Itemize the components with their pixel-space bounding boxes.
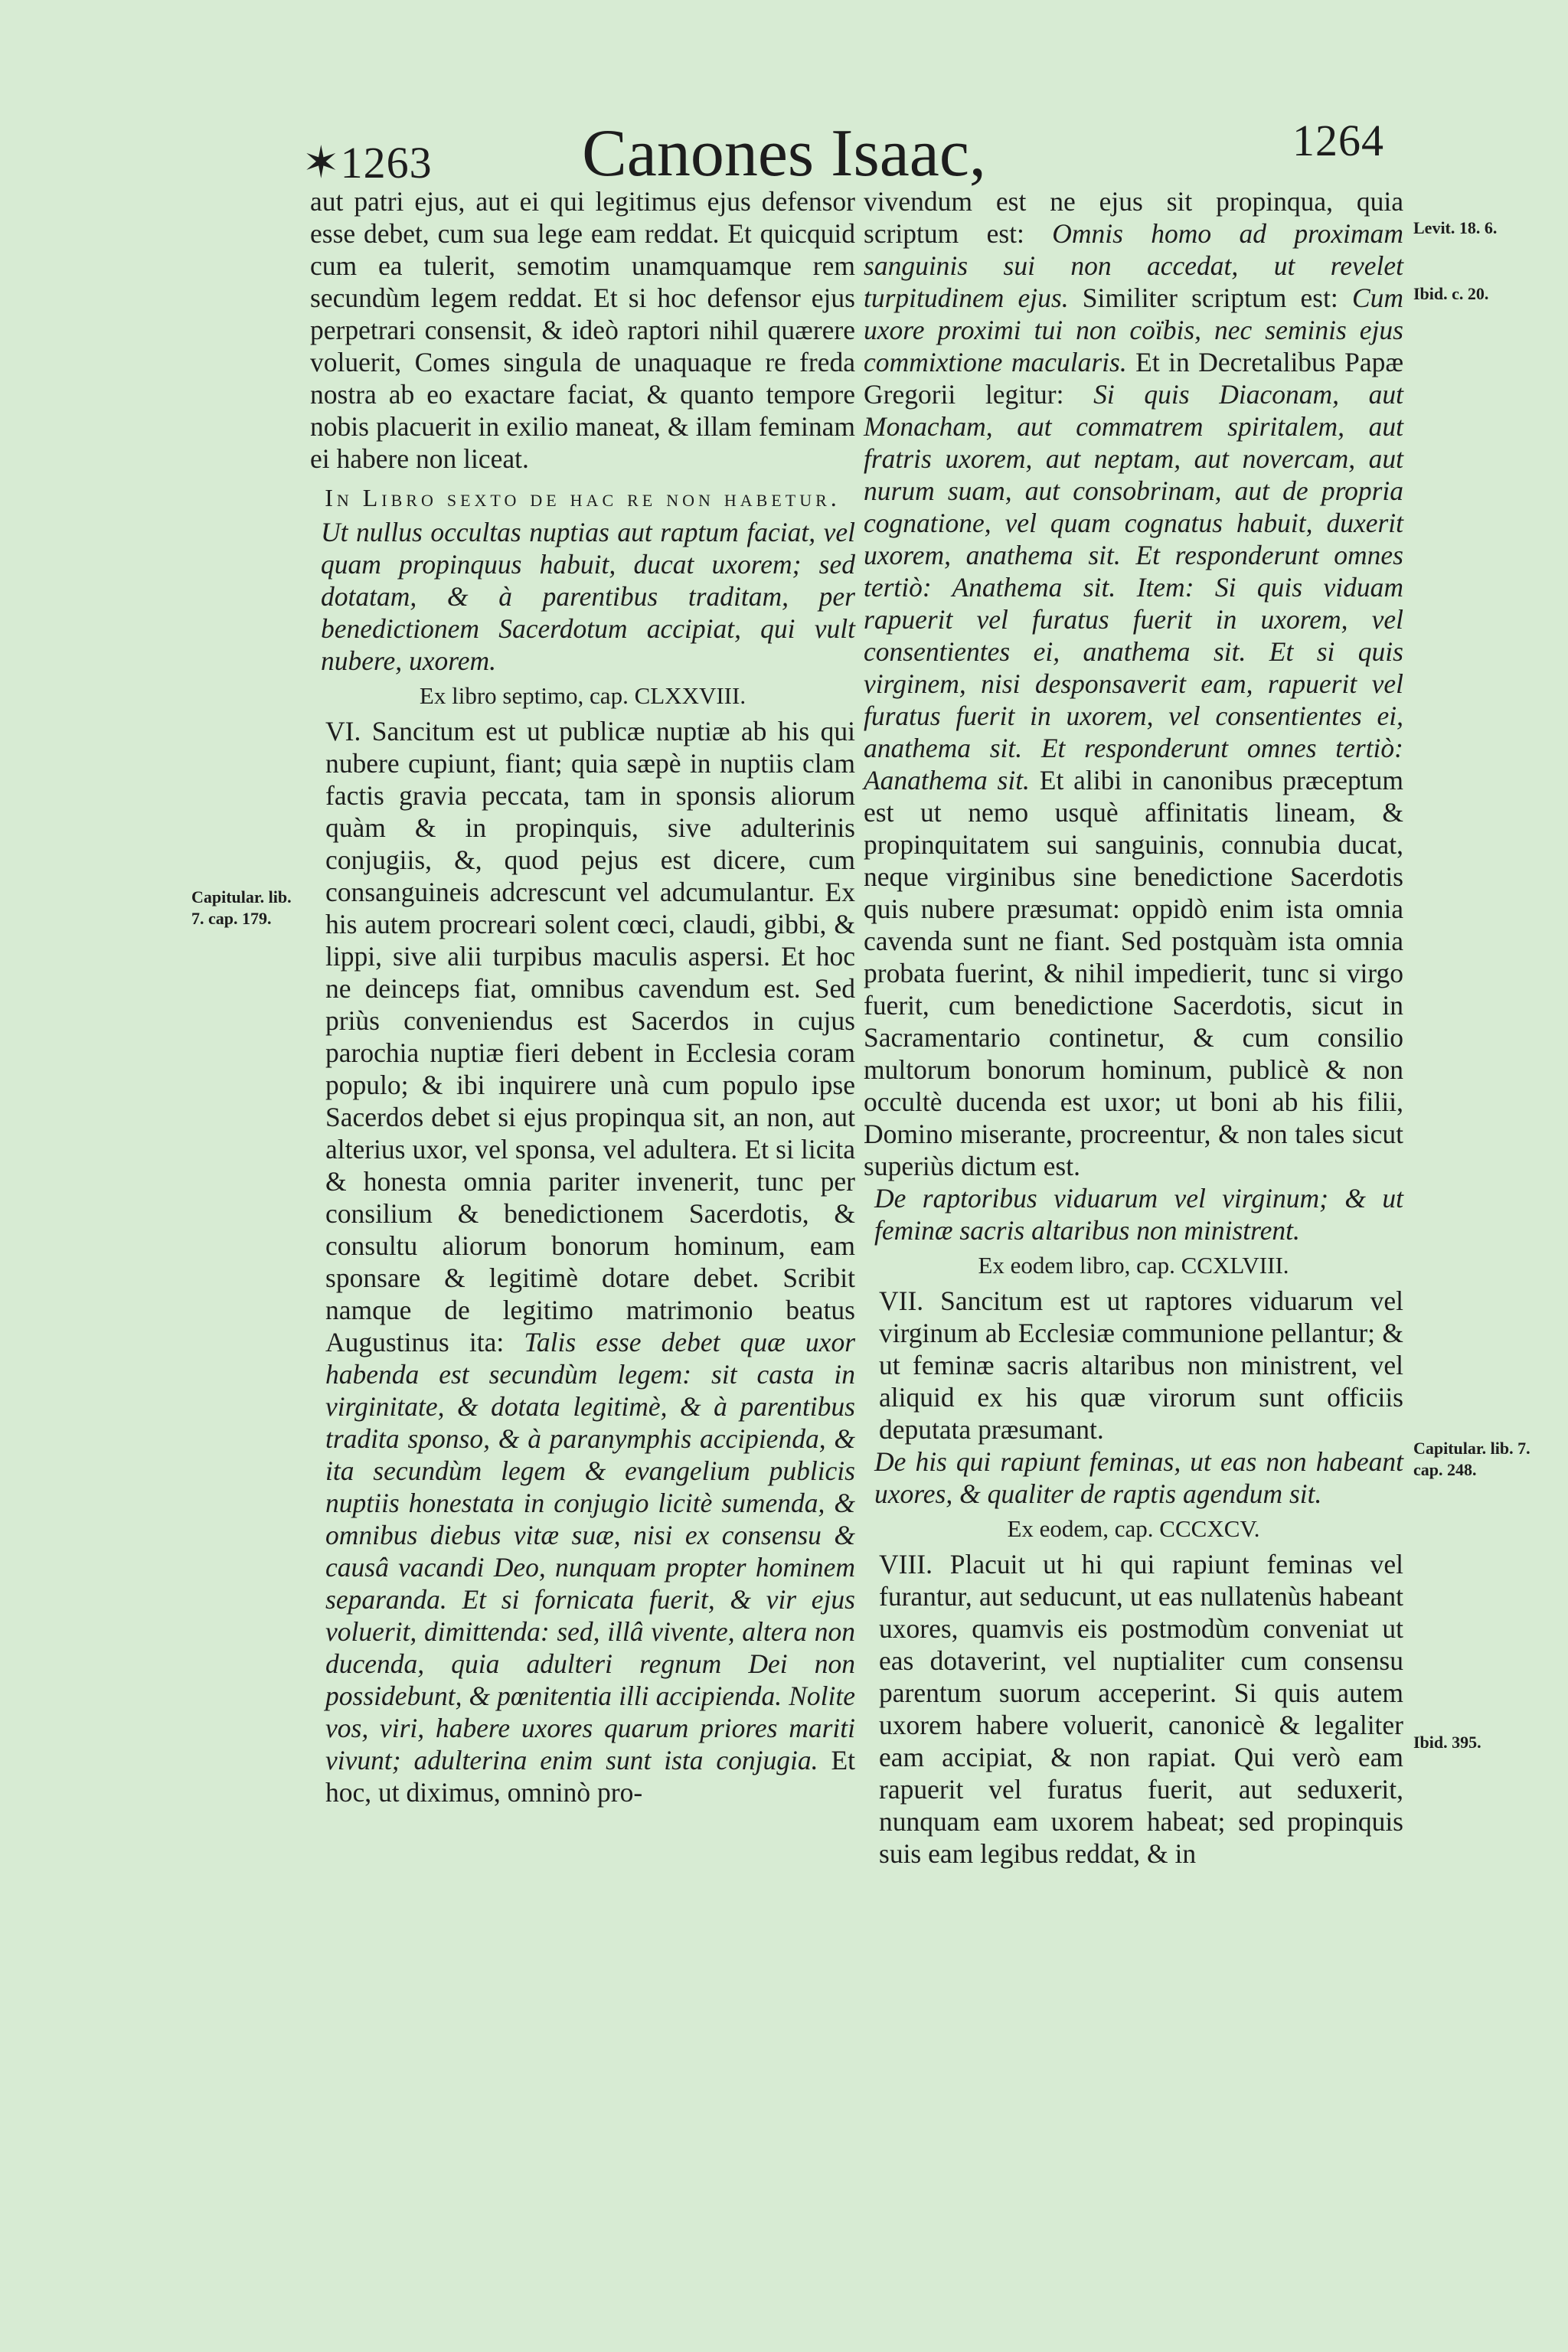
margin-note: Capitular. lib. 7. cap. 248. bbox=[1413, 1439, 1530, 1479]
augustine-quote: Talis esse debet quæ uxor habenda est secundùm legem: sit casta in virginitate, & dotata legitimè, & à parentibus tradita sponso, & à paranymphis accipienda, & ita secundùm legem & evangelium publicis nuptiis honestata in conjugio licitè sumenda, & omnibus diebus vitæ suæ, nisi ex consensu & causâ vacandi Deo, nunquam propter hominem separanda. Et si fornicata fuerit, & vir ejus voluerit, dimittenda: sed, illâ vivente, altera non ducenda, quia adulteri regnum Dei non possidebunt, & pœnitentia illi accipienda. Nolite vos, viri, habere uxores quarum priores mariti vivunt; adulterina enim sunt ista conjugia. bbox=[325, 1327, 856, 1775]
source-citation: Ex libro septimo, cap. CLXXVIII. bbox=[419, 682, 746, 709]
canon-number: VII. bbox=[879, 1285, 924, 1316]
canon-vi-continuation bbox=[864, 185, 1403, 1182]
rubric-canon-vii: De raptoribus viduarum vel virginum; & ut feminæ sacris altaribus non ministrent. bbox=[874, 1183, 1403, 1246]
source-citation: Ex eodem libro, cap. CCXLVIII. bbox=[978, 1252, 1289, 1279]
running-title: Canones Isaac, bbox=[582, 116, 986, 191]
section-heading bbox=[310, 481, 855, 514]
canon-number: VI. bbox=[325, 716, 361, 746]
left-column bbox=[310, 185, 855, 1808]
canon-number: VIII. bbox=[879, 1549, 933, 1579]
text-run: Et alibi in canonibus præceptum est ut nemo usquè affinitatis lineam, & propinquitatem sui sanguinis, connubia ducat, neque virginibus sine benedictione Sacerdotis quis nubere præsumat: oppidò enim ista omnia cavenda sunt ne fiant. Sed postquàm ista omnia probata fuerint, & nihil impedierit, tunc si virgo fuerit, cum benedictione Sacerdotis, sicut in Sacramentario continetur, & cum consilio multorum bonorum hominum, publicè & non occultè ducenda est uxor; ut boni ab his filii, Domino miserante, procreentur, & non tales sicut superiùs dictum est. bbox=[864, 765, 1404, 1181]
right-column bbox=[864, 185, 1403, 1870]
paragraph-continuation: aut patri ejus, aut ei qui legitimus ejus defensor esse debet, cum sua lege eam reddat. Et quicquid cum ea tulerit, semotim unamquamque rem secundùm legem reddat. Et si hoc defensor ejus perpetrari consensit, & ideò raptori nihil quærere voluerit, Comes singula de unaquaque re freda nostra ab eo exactare faciat, & quanto tempore nobis placuerit in exilio maneat, & illam feminam ei habere non liceat. bbox=[310, 186, 855, 474]
canon-viii-text: Placuit ut hi qui rapiunt feminas vel furantur, aut seducunt, ut eas nullatenùs habeant uxores, quamvis eis postmodùm conveniat ut eas dotaverint, vel nuptialiter cum consensu parentum suorum acceperint. Si quis autem uxorem habere voluerit, canonicè & legaliter eam accipiat, & non rapiat. Qui verò eam rapuerit vel furatus fuerit, aut seduxerit, nunquam eam uxorem habeat; sed propinquis suis eam legibus reddat, & in bbox=[879, 1549, 1403, 1869]
scripture-quote: Cum uxore proximi tui non coïbis, nec seminis ejus commixtione macularis. bbox=[864, 283, 1404, 377]
section-heading-text: In Libro sexto de hac re non habetur. bbox=[325, 484, 841, 511]
decretal-quote: Si quis Diaconam, aut Monacham, aut commatrem spiritalem, aut fratris uxorem, aut neptam, aut novercam, aut nurum suam, aut consobrinam, aut de propria cognatione, vel quam cognatus habuit, duxerit uxorem, anathema sit. Et responderunt omnes tertiò: Anathema sit. Item: Si quis viduam rapuerit vel furatus fuerit in uxorem, vel consentientes ei, anathema sit. Et si quis virginem, nisi desponsaverit eam, rapuerit vel furatus fuerit in uxorem, vel consentientes ei, anathema sit. Et responderunt omnes tertiò: Aanathema sit. bbox=[864, 379, 1403, 795]
margin-note: Levit. 18. 6. bbox=[1413, 218, 1498, 237]
rubric-canon-vi: Ut nullus occultas nuptias aut raptum faciat, vel quam propinquus habuit, ducat uxorem; sed dotatam, & à parentibus traditam, per benedictionem Sacerdotum accipiat, qui vult nubere, uxorem. bbox=[321, 517, 855, 676]
page-number-left: ✶1263 bbox=[302, 138, 433, 188]
text-run: Et in Decretalibus Papæ Gregorii legitur: bbox=[864, 347, 1404, 410]
margin-note: Ibid. c. 20. bbox=[1413, 284, 1489, 303]
canon-vi-text: Sancitum est ut publicæ nuptiæ ab his qui nubere cupiunt, fiant; quia sæpè in nuptiis clam factis gravia peccata, tam in sponsis aliorum quàm & in propinquis, sive adulterinis conjugiis, &, quod pejus est dicere, cum consanguineis adcrescunt vel adcumulantur. Ex his autem procreari solent cœci, claudi, gibbi, & lippi, sive alii turpibus maculis aspersi. Et hoc ne deinceps fiat, omnibus cavendum est. Sed priùs conveniendus est Sacerdos in cujus parochia nuptiæ fieri debent in Ecclesia coram populo; & ibi inquirere unà cum populo ipse Sacerdos debet si ejus propinqua sit, an non, aut alterius uxor, vel sponsa, vel adultera. Et si licita & honesta omnia pariter invenerit, tunc per consilium & benedictionem Sacerdotis, & consultu aliorum bonorum hominum, eam sponsare & legitimè dotare debet. Scribit namque de legitimo matrimonio beatus Augustinus ita: bbox=[325, 716, 856, 1357]
margin-note: Capitular. lib. 7. cap. 179. bbox=[191, 887, 292, 928]
canon-viii-paragraph bbox=[879, 1548, 1403, 1870]
canon-vii-paragraph bbox=[879, 1285, 1403, 1446]
page-number-right: 1264 bbox=[1292, 116, 1384, 165]
canon-vi-text-end: Et hoc, ut diximus, omninò pro- bbox=[325, 1745, 856, 1808]
canon-vii-text: Sancitum est ut raptores viduarum vel virginum ab Ecclesiæ communione pellantur; & ut feminæ sacris altaribus non ministrent, vel aliquid ex his quæ virorum sunt officiis deputata præsumant. bbox=[879, 1285, 1404, 1445]
rubric-canon-viii: De his qui rapiunt feminas, ut eas non habeant uxores, & qualiter de raptis agendum sit. bbox=[874, 1446, 1403, 1509]
canon-vi-paragraph bbox=[325, 715, 855, 1808]
margin-note: Ibid. 395. bbox=[1413, 1733, 1481, 1752]
source-citation: Ex eodem, cap. CCCXCV. bbox=[1007, 1515, 1260, 1542]
scripture-quote: Omnis homo ad proximam sanguinis sui non accedat, ut revelet turpitudinem ejus. bbox=[864, 218, 1404, 313]
text-run: Similiter scriptum est: bbox=[1082, 283, 1338, 313]
text-run: vivendum est ne ejus sit propinqua, quia scriptum est: bbox=[864, 186, 1403, 249]
